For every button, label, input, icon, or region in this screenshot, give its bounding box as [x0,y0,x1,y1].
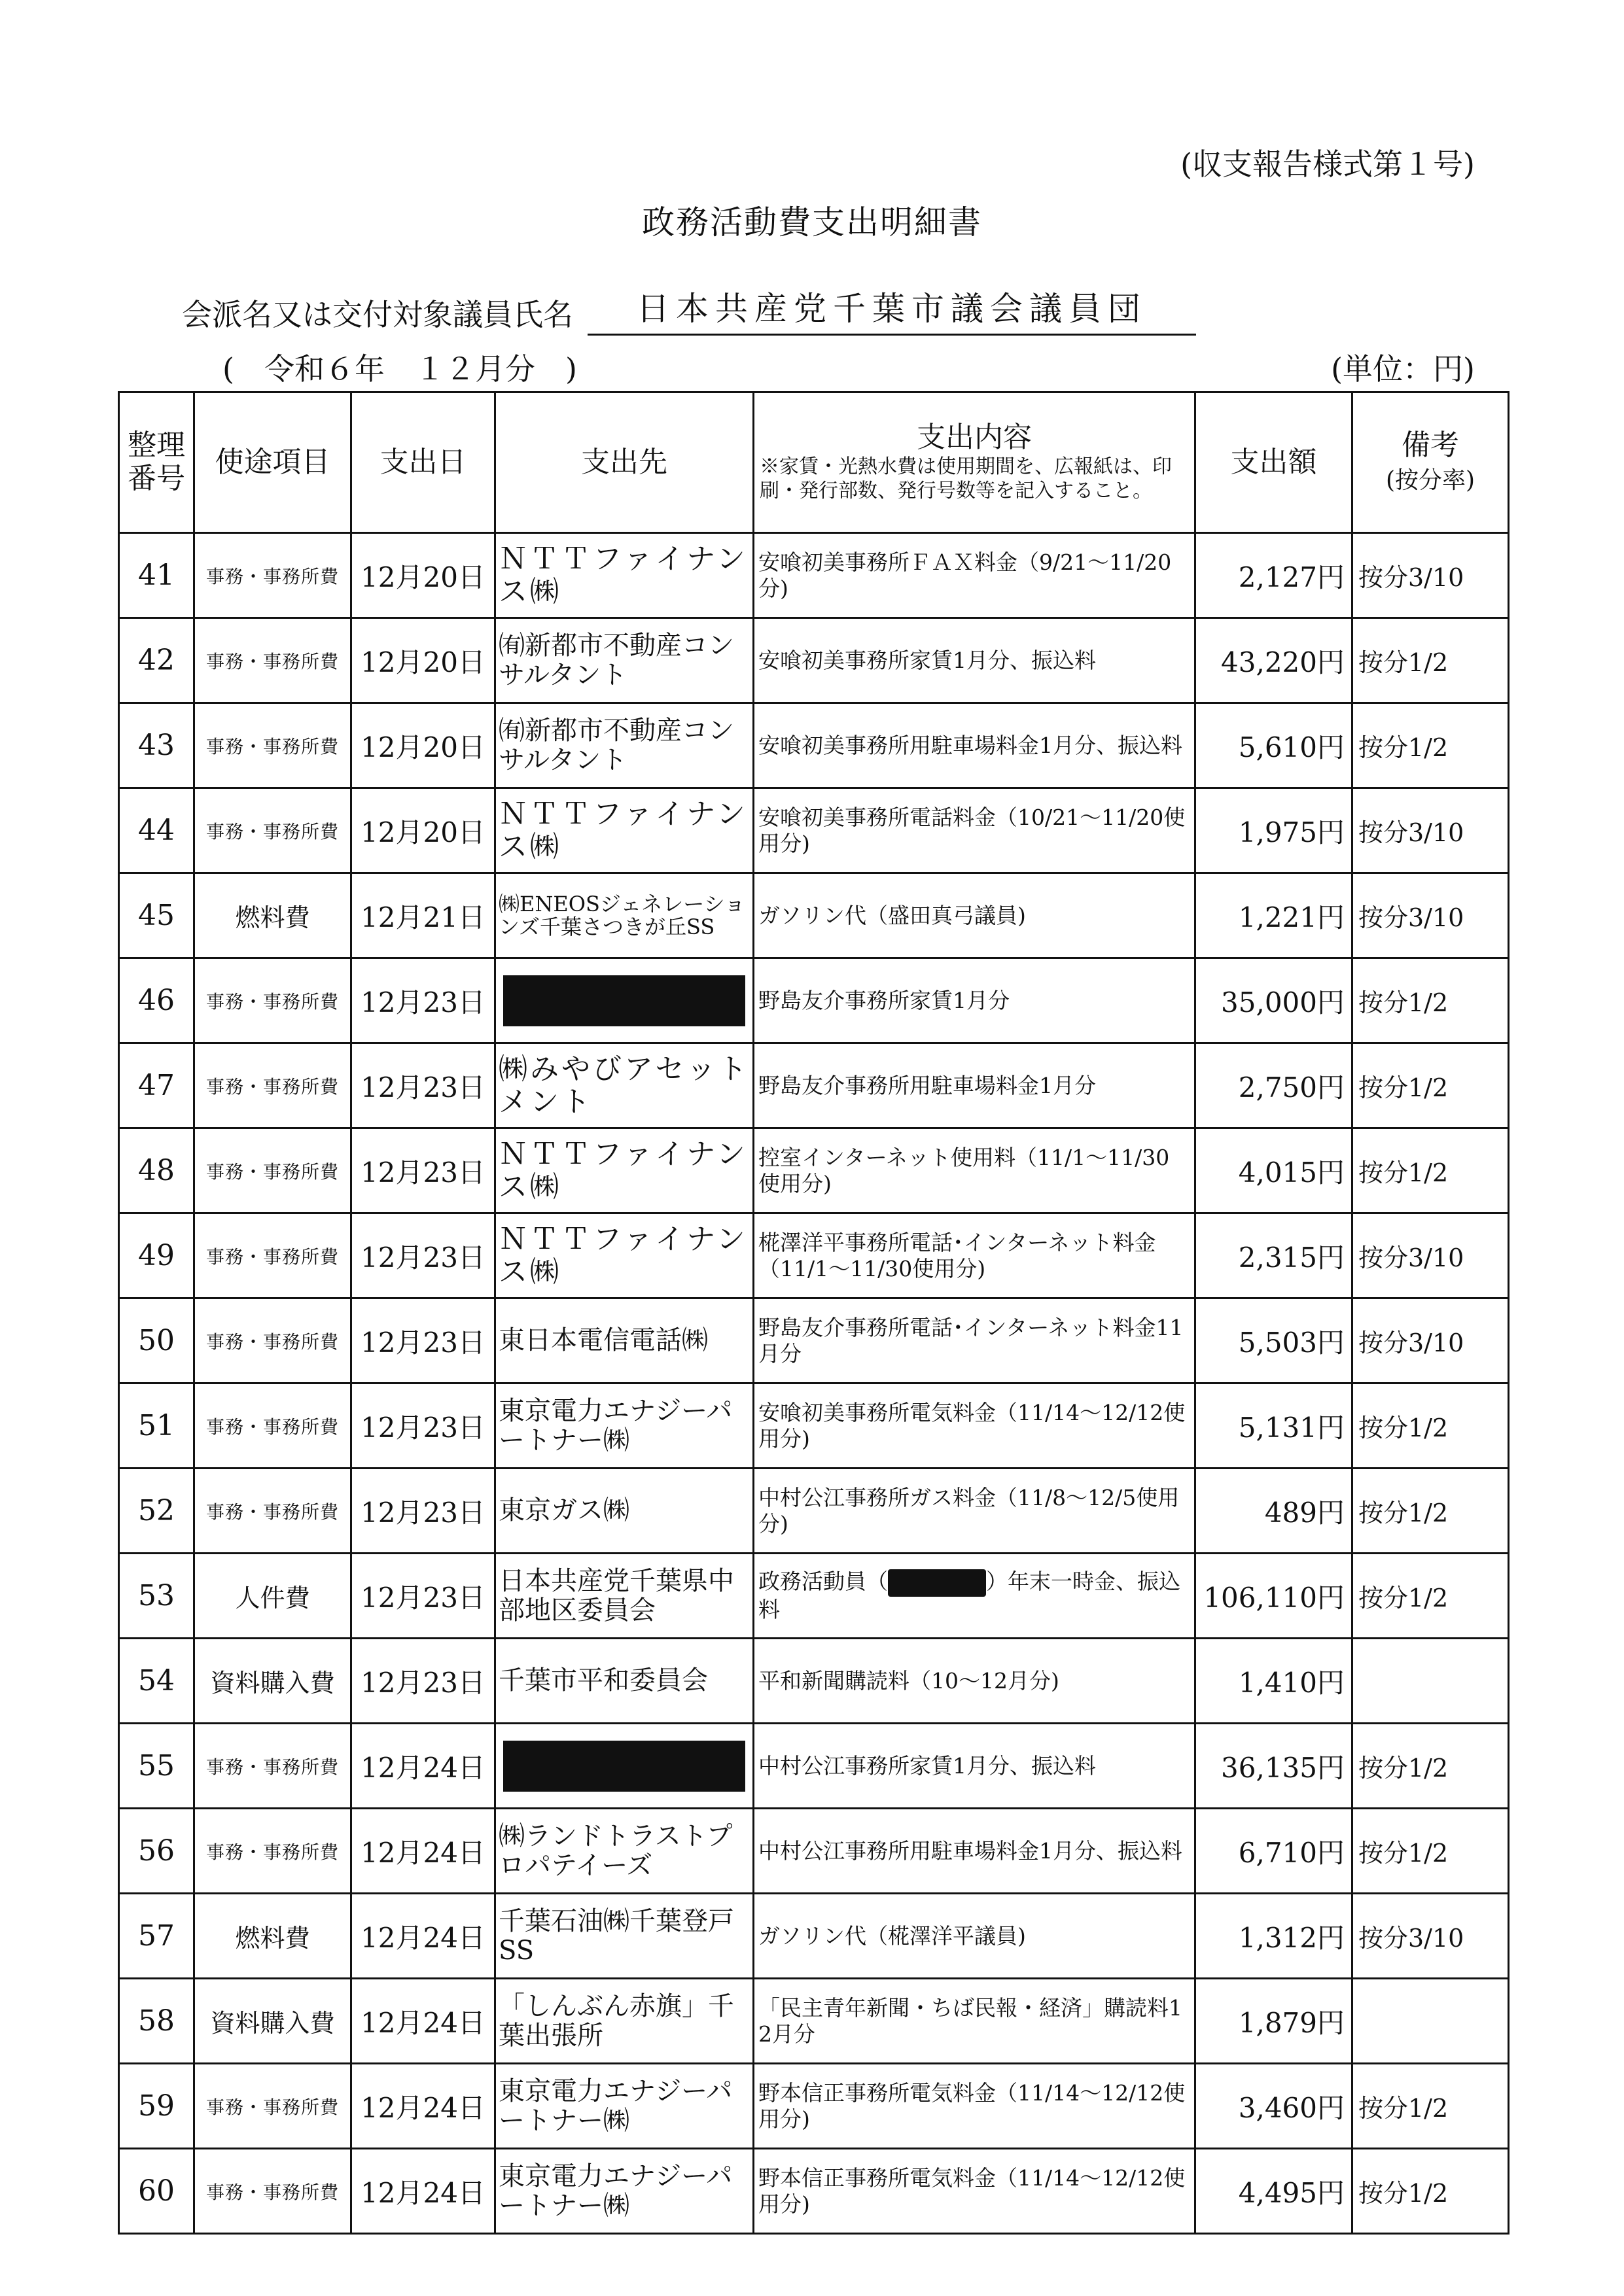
row-payee: ㈱ENEOSジェネレーションズ千葉さつきが丘SS [495,873,754,958]
row-remarks: 按分3/10 [1352,1298,1509,1383]
row-payee: ㈱みやびアセットメント [495,1043,754,1128]
row-payee: 東京電力エナジーパートナー㈱ [495,2149,754,2234]
row-content: 平和新聞購読料（10～12月分) [754,1639,1195,1724]
row-payee: 東京電力エナジーパートナー㈱ [495,2064,754,2149]
row-payee: 東日本電信電話㈱ [495,1298,754,1383]
row-content: 野本信正事務所電気料金（11/14～12/12使用分) [754,2149,1195,2234]
row-date: 12月23日 [351,1298,495,1383]
row-number: 58 [119,1979,194,2064]
row-date: 12月24日 [351,2149,495,2234]
header-payee: 支出先 [495,392,754,533]
row-remarks: 按分3/10 [1352,873,1509,958]
row-number: 59 [119,2064,194,2149]
form-number: (収支報告様式第１号) [1180,147,1475,182]
row-content: 野島友介事務所家賃1月分 [754,958,1195,1043]
header-content-title: 支出内容 [917,421,1032,455]
row-payee: 日本共産党千葉県中部地区委員会 [495,1554,754,1639]
row-content: 野本信正事務所電気料金（11/14～12/12使用分) [754,2064,1195,2149]
row-purpose: 事務・事務所費 [194,2064,351,2149]
row-purpose: 事務・事務所費 [194,788,351,873]
row-remarks: 按分1/2 [1352,2149,1509,2234]
row-content: 中村公江事務所家賃1月分、振込料 [754,1724,1195,1809]
row-number: 42 [119,618,194,703]
row-date: 12月23日 [351,1383,495,1469]
row-amount: 6,710円 [1195,1809,1352,1894]
row-number: 60 [119,2149,194,2234]
row-content: 控室インターネット使用料（11/1～11/30使用分) [754,1128,1195,1213]
row-amount: 1,879円 [1195,1979,1352,2064]
table-row [119,873,1509,958]
row-payee: 千葉市平和委員会 [495,1639,754,1724]
party-name: 日本共産党千葉市議会議員団 [588,283,1196,336]
row-date: 12月20日 [351,618,495,703]
row-payee: 東京電力エナジーパートナー㈱ [495,1383,754,1469]
row-amount: 106,110円 [1195,1554,1352,1639]
row-content: 安喰初美事務所家賃1月分、振込料 [754,618,1195,703]
row-purpose: 事務・事務所費 [194,1383,351,1469]
row-remarks: 按分1/2 [1352,1128,1509,1213]
redaction-block [503,1741,745,1792]
row-date: 12月24日 [351,1809,495,1894]
redaction-block [888,1569,986,1597]
row-number: 44 [119,788,194,873]
row-date: 12月23日 [351,1043,495,1128]
row-number: 52 [119,1469,194,1554]
row-content: 安喰初美事務所電話料金（10/21～11/20使用分) [754,788,1195,873]
row-purpose: 燃料費 [194,873,351,958]
row-date: 12月23日 [351,958,495,1043]
row-purpose: 事務・事務所費 [194,1809,351,1894]
header-remarks [1352,392,1509,533]
row-purpose: 事務・事務所費 [194,703,351,788]
header-no-line: 整理 [128,428,185,462]
row-purpose: 事務・事務所費 [194,1128,351,1213]
table-row [119,1298,1509,1383]
row-purpose: 事務・事務所費 [194,2149,351,2234]
row-amount: 5,131円 [1195,1383,1352,1469]
row-purpose: 資料購入費 [194,1639,351,1724]
row-payee: ㈱ランドトラストプロパテイーズ [495,1809,754,1894]
table-row [119,1128,1509,1213]
row-remarks: 按分1/2 [1352,618,1509,703]
row-number: 46 [119,958,194,1043]
row-purpose: 事務・事務所費 [194,1213,351,1298]
header-no [119,392,194,533]
row-payee: ＮＴＴファイナンス㈱ [495,788,754,873]
row-date: 12月24日 [351,1894,495,1979]
row-amount: 5,610円 [1195,703,1352,788]
table-row [119,1639,1509,1724]
row-amount: 1,312円 [1195,1894,1352,1979]
row-date: 12月24日 [351,1724,495,1809]
table-row [119,1469,1509,1554]
row-content: 野島友介事務所電話･インターネット料金11月分 [754,1298,1195,1383]
report-period: ( 令和６年 １２月分 ) [222,351,577,387]
row-remarks: 按分1/2 [1352,703,1509,788]
row-purpose: 事務・事務所費 [194,1724,351,1809]
row-number: 43 [119,703,194,788]
row-purpose: 事務・事務所費 [194,1469,351,1554]
row-date: 12月20日 [351,533,495,618]
table-row [119,958,1509,1043]
row-amount: 2,315円 [1195,1213,1352,1298]
row-payee: 東京ガス㈱ [495,1469,754,1554]
row-remarks: 按分1/2 [1352,1554,1509,1639]
row-payee: ＮＴＴファイナンス㈱ [495,533,754,618]
row-remarks: 按分3/10 [1352,533,1509,618]
row-content: 野島友介事務所用駐車場料金1月分 [754,1043,1195,1128]
row-content: 中村公江事務所用駐車場料金1月分、振込料 [754,1809,1195,1894]
row-amount: 489円 [1195,1469,1352,1554]
row-remarks [1352,1979,1509,2064]
row-number: 45 [119,873,194,958]
row-payee: ㈲新都市不動産コンサルタント [495,703,754,788]
row-date: 12月24日 [351,1979,495,2064]
row-amount: 2,750円 [1195,1043,1352,1128]
row-number: 51 [119,1383,194,1469]
row-content [754,1554,1195,1639]
table-row [119,788,1509,873]
row-amount: 1,410円 [1195,1639,1352,1724]
row-remarks: 按分1/2 [1352,1043,1509,1128]
header-date: 支出日 [351,392,495,533]
row-number: 57 [119,1894,194,1979]
row-date: 12月23日 [351,1213,495,1298]
row-remarks: 按分3/10 [1352,1894,1509,1979]
row-content: 椛澤洋平事務所電話･インターネット料金（11/1～11/30使用分) [754,1213,1195,1298]
row-payee: 「しんぶん赤旗」千葉出張所 [495,1979,754,2064]
table-row [119,1554,1509,1639]
row-date: 12月23日 [351,1469,495,1554]
row-remarks: 按分1/2 [1352,1809,1509,1894]
row-payee: ㈲新都市不動産コンサルタント [495,618,754,703]
row-purpose: 人件費 [194,1554,351,1639]
row-number: 55 [119,1724,194,1809]
row-amount: 5,503円 [1195,1298,1352,1383]
row-content: ガソリン代（盛田真弓議員) [754,873,1195,958]
table-row [119,618,1509,703]
row-purpose: 事務・事務所費 [194,533,351,618]
table-row [119,1383,1509,1469]
table-row [119,2149,1509,2234]
table-row [119,1894,1509,1979]
row-content: 中村公江事務所ガス料金（11/8～12/5使用分) [754,1469,1195,1554]
row-remarks: 按分1/2 [1352,1469,1509,1554]
party-label: 会派名又は交付対象議員氏名 [182,297,573,332]
row-amount: 3,460円 [1195,2064,1352,2149]
row-number: 48 [119,1128,194,1213]
row-content: 安喰初美事務所用駐車場料金1月分、振込料 [754,703,1195,788]
table-row [119,1043,1509,1128]
row-amount: 35,000円 [1195,958,1352,1043]
row-payee [495,1724,754,1809]
row-purpose: 燃料費 [194,1894,351,1979]
row-payee: ＮＴＴファイナンス㈱ [495,1128,754,1213]
row-date: 12月23日 [351,1639,495,1724]
row-date: 12月20日 [351,788,495,873]
row-amount: 43,220円 [1195,618,1352,703]
row-date: 12月23日 [351,1554,495,1639]
row-date: 12月21日 [351,873,495,958]
row-number: 41 [119,533,194,618]
row-content-part: ）年末一時金、振込料 [758,1569,1180,1623]
row-purpose: 事務・事務所費 [194,618,351,703]
row-remarks: 按分1/2 [1352,1724,1509,1809]
row-amount: 1,221円 [1195,873,1352,958]
header-content [754,392,1195,533]
row-amount: 4,015円 [1195,1128,1352,1213]
row-content: 安喰初美事務所ＦＡＸ料金（9/21～11/20分) [754,533,1195,618]
table-row [119,2064,1509,2149]
row-remarks: 按分1/2 [1352,958,1509,1043]
row-number: 54 [119,1639,194,1724]
row-purpose: 事務・事務所費 [194,1043,351,1128]
row-amount: 36,135円 [1195,1724,1352,1809]
row-content: 「民主青年新聞・ちば民報・経済」購読料12月分 [754,1979,1195,2064]
table-header-row [119,392,1509,533]
expense-table [118,391,1509,2235]
table-row [119,1809,1509,1894]
row-amount: 4,495円 [1195,2149,1352,2234]
row-remarks: 按分1/2 [1352,2064,1509,2149]
unit-label: (単位：円) [1331,351,1475,387]
row-purpose: 事務・事務所費 [194,1298,351,1383]
row-remarks [1352,1639,1509,1724]
header-no-line: 番号 [128,462,185,495]
header-content-note: ※家賃・光熱水費は使用期間を、広報紙は、印刷・発行部数、発行号数等を記入すること。 [760,455,1172,503]
row-payee: ＮＴＴファイナンス㈱ [495,1213,754,1298]
row-number: 47 [119,1043,194,1128]
header-remarks-line: 備考 [1402,428,1459,462]
row-purpose: 資料購入費 [194,1979,351,2064]
row-content: 安喰初美事務所電気料金（11/14～12/12使用分) [754,1383,1195,1469]
row-amount: 2,127円 [1195,533,1352,618]
header-remarks-line: (按分率) [1385,467,1475,494]
header-amount: 支出額 [1195,392,1352,533]
row-payee [495,958,754,1043]
row-content: ガソリン代（椛澤洋平議員) [754,1894,1195,1979]
row-date: 12月20日 [351,703,495,788]
row-amount: 1,975円 [1195,788,1352,873]
row-number: 49 [119,1213,194,1298]
table-row [119,533,1509,618]
table-row [119,1213,1509,1298]
row-number: 50 [119,1298,194,1383]
redaction-block [503,975,745,1026]
row-content-part: 政務活動員（ [758,1569,888,1595]
row-remarks: 按分1/2 [1352,1383,1509,1469]
row-purpose: 事務・事務所費 [194,958,351,1043]
row-number: 53 [119,1554,194,1639]
table-row [119,703,1509,788]
row-date: 12月24日 [351,2064,495,2149]
table-row [119,1724,1509,1809]
row-remarks: 按分3/10 [1352,788,1509,873]
row-remarks: 按分3/10 [1352,1213,1509,1298]
row-payee: 千葉石油㈱千葉登戸SS [495,1894,754,1979]
header-purpose: 使途項目 [194,392,351,533]
row-number: 56 [119,1809,194,1894]
document-title: 政務活動費支出明細書 [642,203,982,241]
row-date: 12月23日 [351,1128,495,1213]
table-row [119,1979,1509,2064]
